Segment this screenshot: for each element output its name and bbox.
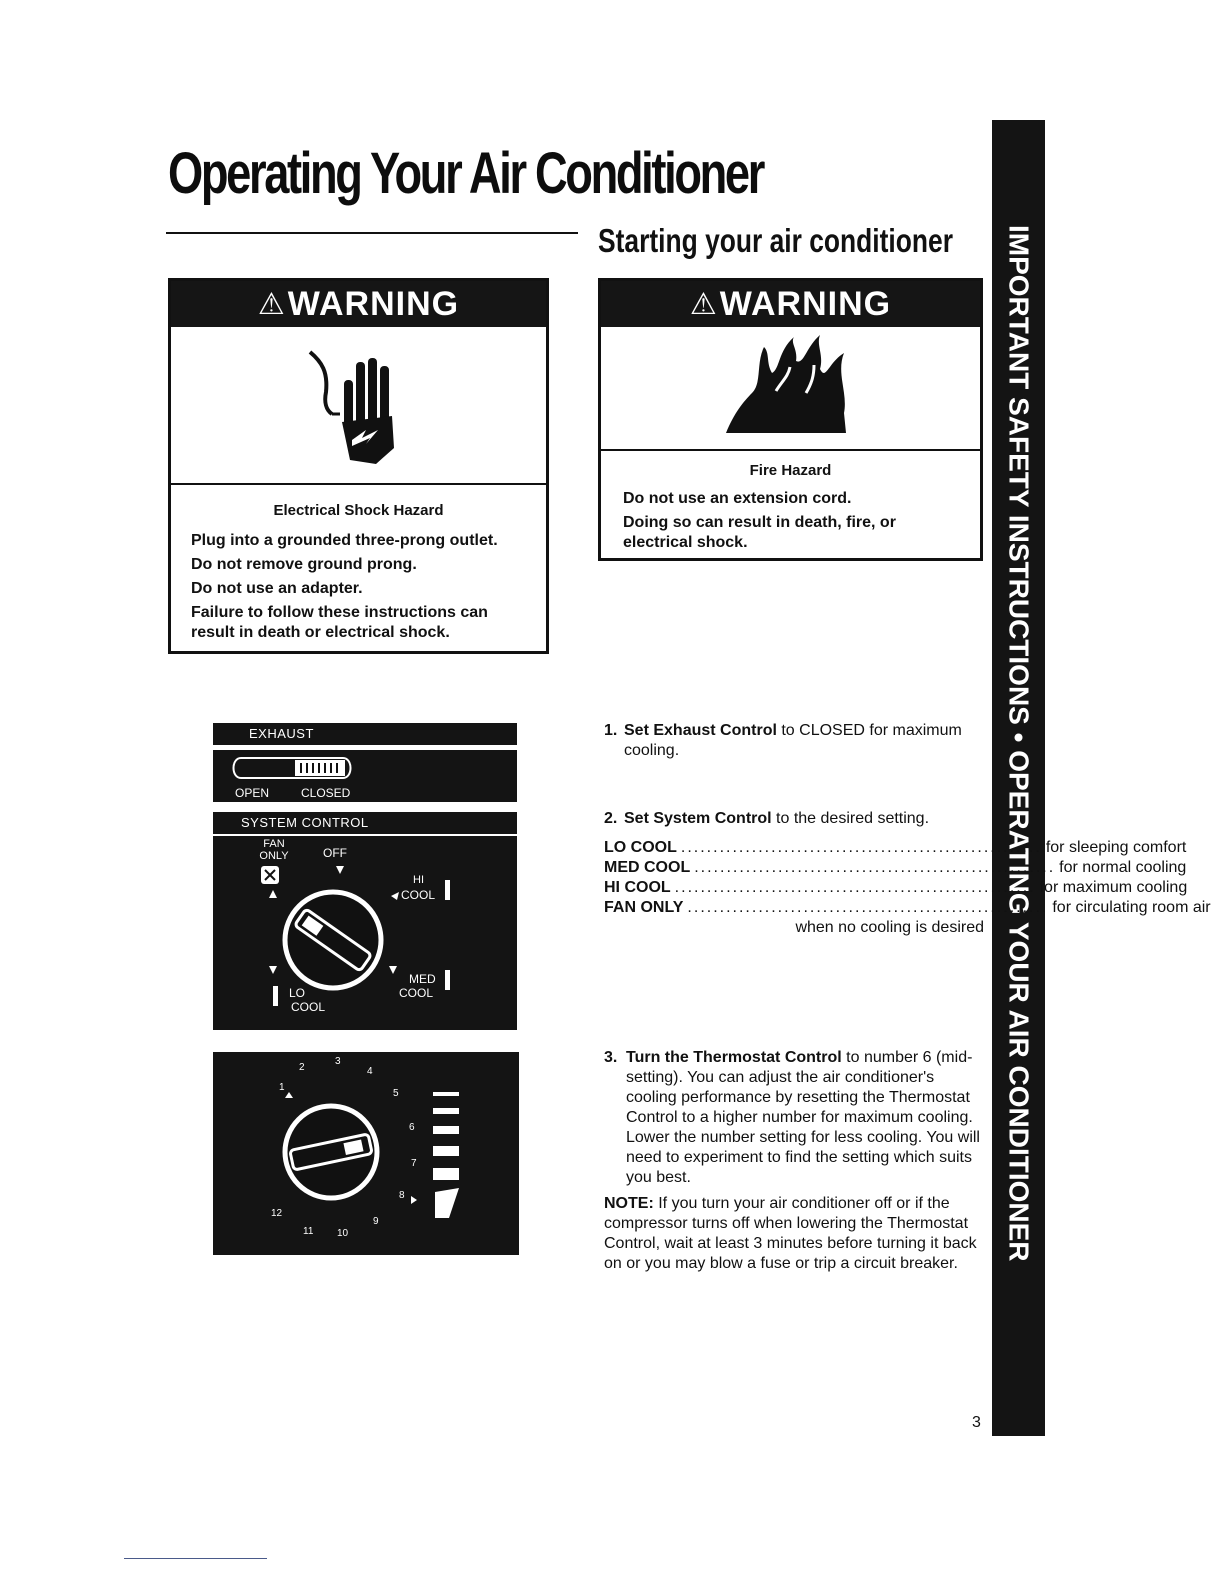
warning-shock-header: ⚠ WARNING bbox=[171, 281, 546, 327]
warning-fire-box bbox=[598, 278, 983, 561]
section-heading: Starting your air conditioner bbox=[598, 222, 953, 259]
thermostat-number: 12 bbox=[271, 1208, 283, 1219]
warning-fire-header: ⚠ WARNING bbox=[601, 281, 980, 327]
fire-hazard-title: Fire Hazard bbox=[749, 462, 832, 479]
shock-pictogram bbox=[171, 327, 546, 485]
step-2: 2. Set System Control to the desired setting. bbox=[604, 810, 930, 827]
warning-triangle-icon: ⚠ bbox=[689, 287, 718, 321]
thermostat-dial[interactable] bbox=[213, 1052, 519, 1255]
warning-shock-box bbox=[168, 278, 549, 654]
exhaust-label-strip: EXHAUST bbox=[213, 723, 517, 745]
off-label: OFF bbox=[323, 846, 347, 860]
thermostat-number: 4 bbox=[367, 1066, 373, 1077]
side-tab-text: IMPORTANT SAFETY INSTRUCTIONS • OPERATING YOUR AIR CONDITIONER bbox=[1003, 225, 1035, 1262]
thermostat-number: 2 bbox=[299, 1062, 305, 1073]
exhaust-open-label: OPEN bbox=[235, 786, 270, 800]
system-control-label-strip: SYSTEM CONTROL bbox=[213, 812, 517, 834]
footer-rule bbox=[124, 1558, 267, 1559]
shock-line: Do not remove ground prong. bbox=[191, 556, 417, 573]
thermostat-number: 8 bbox=[399, 1190, 405, 1201]
note: NOTE: If you turn your air conditioner off or if the compressor turns off when lowering the Thermostat Control, wait at least 3 minutes before turning it back on or you may blow a fuse or trip a circuit breaker. bbox=[604, 1195, 977, 1272]
setting-row: MED COOL ........................................................ for normal cooling bbox=[604, 859, 1187, 876]
setting-row: HI COOL ........................................................ for maximum cooling bbox=[604, 879, 1188, 896]
setting-row: LO COOL ........................................................ for sleeping comfort bbox=[604, 839, 1187, 856]
page-title: Operating Your Air Conditioner bbox=[168, 141, 764, 206]
fire-line: Do not use an extension cord. bbox=[623, 490, 852, 507]
setting-row: FAN ONLY ........................................................ for circulating room air bbox=[604, 899, 1211, 916]
exhaust-slider[interactable] bbox=[213, 750, 517, 786]
lo-label: LO bbox=[289, 986, 306, 1000]
fire-icon bbox=[716, 333, 866, 443]
shock-line: Plug into a grounded three-prong outlet. bbox=[191, 532, 498, 549]
hi-cool-label: COOL bbox=[401, 888, 436, 902]
thermostat-number: 5 bbox=[393, 1088, 399, 1099]
title-rule bbox=[166, 232, 578, 234]
electric-shock-hand-icon bbox=[304, 340, 414, 470]
thermostat-panel bbox=[213, 1052, 519, 1255]
warning-triangle-icon: ⚠ bbox=[257, 287, 286, 321]
side-tab bbox=[992, 120, 1045, 1436]
thermostat-number: 9 bbox=[373, 1216, 379, 1227]
fire-line: Doing so can result in death, fire, or electrical shock. bbox=[623, 514, 896, 551]
system-control-panel bbox=[213, 836, 517, 1030]
settings-list bbox=[604, 838, 1211, 938]
page-number: 3 bbox=[972, 1414, 981, 1431]
thermostat-number: 1 bbox=[279, 1082, 285, 1093]
hi-label: HI bbox=[413, 874, 424, 886]
thermostat-number: 6 bbox=[409, 1122, 415, 1133]
exhaust-closed-label: CLOSED bbox=[301, 786, 351, 800]
lo-cool-label: COOL bbox=[291, 1000, 326, 1014]
shock-line: Failure to follow these instructions can result in death or electrical shock. bbox=[191, 604, 488, 641]
thermostat-number: 11 bbox=[303, 1226, 314, 1237]
shock-line: Do not use an adapter. bbox=[191, 580, 363, 597]
thermostat-number: 3 bbox=[335, 1056, 341, 1067]
setting-extra: when no cooling is desired bbox=[795, 919, 984, 936]
med-label: MED bbox=[409, 972, 436, 986]
shock-hazard-title: Electrical Shock Hazard bbox=[273, 502, 444, 519]
step-3: 3. Turn the Thermostat Control to number 6 (mid-setting). You can adjust the air conditioner's cooling performance by resetting the Thermostat Control to a higher number for maximum cooling. Lower the number setting for less cooling. You will need to experiment to find the setting which suits you best. NOTE: If you turn your air conditioner off or if the compressor turns off when lowering the Thermostat Control, wait at least 3 minutes before turning it back on or you may blow a fuse or trip a circuit breaker. bbox=[604, 1048, 984, 1274]
thermostat-number: 10 bbox=[337, 1228, 349, 1239]
med-cool-label: COOL bbox=[399, 986, 434, 1000]
fire-pictogram bbox=[601, 327, 980, 451]
system-control-dial[interactable] bbox=[213, 836, 517, 1030]
thermostat-number: 7 bbox=[411, 1158, 417, 1169]
step-1: 1. Set Exhaust Control to CLOSED for maximum cooling. bbox=[604, 722, 962, 759]
fan-only-label: FAN ONLY bbox=[259, 838, 289, 862]
exhaust-control-panel bbox=[213, 750, 517, 802]
